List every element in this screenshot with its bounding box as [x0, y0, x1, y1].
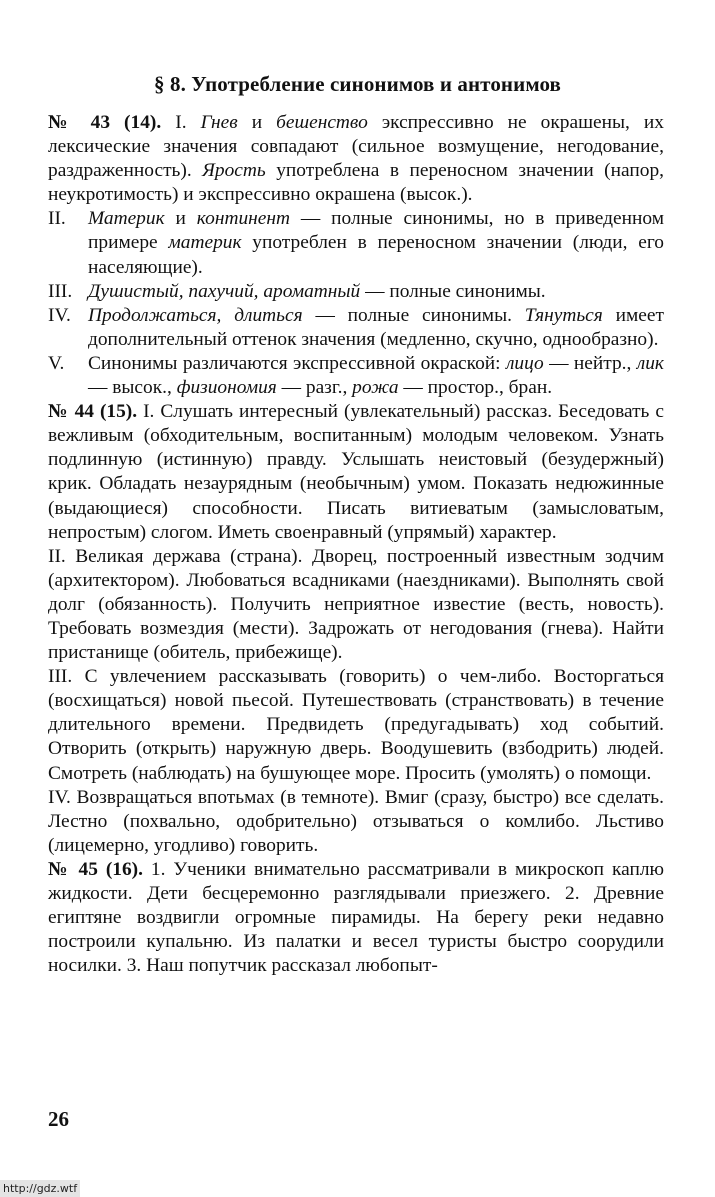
italic-word: лик	[636, 352, 664, 374]
text-run: — полные синонимы, но в приведенном примере	[88, 208, 664, 254]
exercise-44-part-4: IV. Возвращаться впотьмах (в темноте). Вмиг (сразу, быстро) все сделать. Лестно (похвально, одобрительно) отзываться о комлибо. Льстиво (лицемерно, угодливо) говорить.	[48, 786, 664, 856]
italic-word: Гнев	[200, 112, 238, 133]
italic-word: Ярость	[202, 160, 266, 182]
italic-word: лицо	[505, 352, 544, 374]
exercise-44-part-2: II. Великая держава (страна). Дворец, построенный известным зодчим (архитектором). Любоваться всадниками (наездниками). Выполнять свой долг (обязанность). Получить неприятное известие (весть, новость). Требовать возмездия (мести). Задрожать от негодования (гнева). Найти пристанище (обитель, прибежище).	[48, 545, 664, 664]
italic-word: бешенство	[276, 112, 368, 133]
exercise-44-part-1	[48, 400, 664, 545]
italic-word: континент	[196, 208, 290, 230]
text-run: I. Слушать интересный (увлекательный) рассказ. Беседовать с вежливым (обходительным, воспитанным) молодым человеком. Узнать подлинную (истинную) правду. Услышать неистовый (безудержный) крик. Обладать незаурядным (необычным) умом. Показать недюжинные (выдающиеся) способности. Писать витиеватым (замысловатым, непростым) слогом. Иметь своенравный (упрямый) характер.	[48, 401, 664, 543]
exercise-44-part-3: III. С увлечением рассказывать (говорить) о чем-либо. Восторгаться (восхищаться) новой пьесой. Путешествовать (странствовать) в течение длительного времени. Предвидеть (предугадывать) ход событий. Отворить (открыть) наружную дверь. Воодушевить (взбодрить) людей. Смотреть (наблюдать) на бушующее море. Просить (умолять) о помощи.	[48, 666, 664, 784]
exercise-45-number: № 45 (16).	[48, 858, 143, 880]
italic-word: рожа	[352, 377, 399, 399]
text-run: — нейтр.,	[549, 352, 632, 374]
part-text	[88, 207, 664, 279]
text-run: — полные синонимы.	[365, 280, 546, 302]
text-run: имеет дополнительный оттенок значения (медленно, скучно, однообразно).	[88, 304, 664, 350]
italic-word: Душистый, пахучий, ароматный	[88, 280, 361, 302]
text-run: — разг.,	[281, 377, 348, 399]
section-title: § 8. Употребление синонимов и антонимов	[154, 72, 561, 96]
text-run: и	[175, 208, 186, 230]
text-run: 1. Ученики внимательно рассматривали в микроскоп каплю жидкости. Дети бесцеремонно разглядывали приезжего. 2. Древние египтяне воздвигли огромные пирамиды. На берегу реки недавно построили купальню. Из палатки и весел туристы быстро соорудили носилки. 3. Наш попутчик рассказал любопыт-	[48, 858, 664, 977]
part-text	[88, 352, 664, 400]
exercise-43-number: № 43 (14).	[48, 112, 162, 133]
watermark-link[interactable]: http://gdz.wtf	[0, 1180, 80, 1197]
part-text	[88, 280, 664, 304]
exercise-43-part-4	[48, 304, 664, 352]
exercise-43-part-1	[48, 111, 664, 207]
italic-word: Продолжаться, длиться	[88, 304, 303, 326]
part-label: IV.	[48, 304, 71, 326]
text-run: и	[251, 112, 263, 133]
text-run: экспрессивно не окрашены, их лексические значения совпадают (сильное возмущение, негодование, раздраженность).	[48, 112, 664, 182]
text-run: — полные синонимы.	[315, 304, 512, 326]
italic-word: физиономия	[176, 377, 277, 399]
italic-word: материк	[168, 232, 242, 254]
part-label: V.	[48, 352, 65, 374]
page-number: 26	[48, 1107, 69, 1131]
main-text	[48, 111, 664, 978]
text-run: — высок.,	[88, 377, 172, 399]
exercise-45	[48, 858, 664, 978]
exercise-43-part-3	[48, 280, 664, 304]
text-run: употреблена в переносном значении (напор, неукротимость) и экспрессивно окрашена (высок.).	[48, 160, 664, 206]
italic-word: Материк	[88, 208, 165, 230]
italic-word: Тянуться	[524, 304, 603, 326]
part-text	[88, 304, 664, 352]
exercise-43-part-5	[48, 352, 664, 400]
part-label: II.	[48, 208, 66, 230]
text-run: Синонимы различаются экспрессивной окраской:	[88, 352, 501, 374]
text-run: — простор., бран.	[403, 377, 553, 399]
part-label: I.	[175, 112, 187, 133]
exercise-44-number: № 44 (15).	[48, 401, 138, 423]
exercise-43-part-2	[48, 207, 664, 279]
part-label: III.	[48, 280, 73, 302]
text-run: употреблен в переносном значении (люди, его населяющие).	[88, 232, 664, 278]
